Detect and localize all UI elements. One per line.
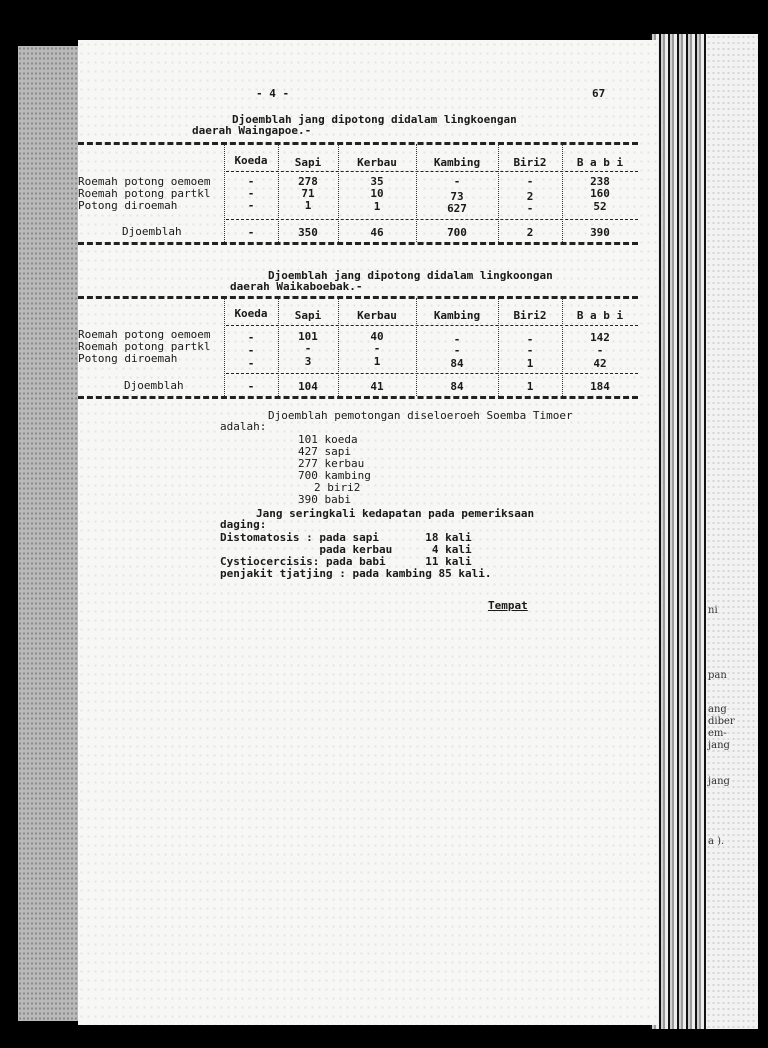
column-divider xyxy=(338,144,339,242)
table-cell: 40 xyxy=(370,330,384,343)
table-cell: - xyxy=(453,175,461,188)
table-cell: 42 xyxy=(593,357,607,370)
finding-line: pada kerbau 4 kali xyxy=(220,543,472,556)
margin-fragment: jang xyxy=(708,776,730,787)
table-cell: 10 xyxy=(370,187,384,200)
total-cell: 41 xyxy=(370,380,384,393)
table-cell: - xyxy=(373,342,381,355)
column-header: Kambing xyxy=(433,156,481,169)
column-divider xyxy=(278,298,279,396)
section1-subheading: daerah Waingapoe.- xyxy=(192,124,312,137)
column-divider xyxy=(338,298,339,396)
margin-fragment: em- xyxy=(708,728,727,739)
table-cell: - xyxy=(526,344,534,357)
column-header: Kerbau xyxy=(357,156,397,169)
column-divider xyxy=(416,144,417,242)
total-cell: 1 xyxy=(526,380,534,393)
summary-item: 101 koeda xyxy=(298,433,358,446)
margin-fragment: pan xyxy=(708,670,727,681)
table-rule xyxy=(78,142,638,145)
row-label: Potong diroemah xyxy=(78,199,178,212)
total-cell: 46 xyxy=(370,226,384,239)
table-rule xyxy=(226,373,638,374)
column-divider xyxy=(498,144,499,242)
underlying-page-strip xyxy=(706,34,758,1029)
table-cell: 35 xyxy=(370,175,384,188)
row-label: Roemah potong partkl xyxy=(78,340,211,353)
total-cell: 84 xyxy=(450,380,464,393)
table-cell: 278 xyxy=(298,175,318,188)
column-header: Kerbau xyxy=(357,309,397,322)
table-cell: - xyxy=(526,333,534,346)
row-label: Roemah potong oemoem xyxy=(78,328,211,341)
table-cell: - xyxy=(596,344,604,357)
table-cell: 238 xyxy=(590,175,610,188)
table-cell: 3 xyxy=(304,355,312,368)
page-marker: - 4 - xyxy=(256,87,290,100)
summary-intro: Djoemblah pemotongan diseloeroeh Soemba Timoer xyxy=(268,409,573,422)
table-cell: 627 xyxy=(447,202,467,215)
total-label: Djoemblah xyxy=(124,379,184,392)
column-header: Koeda xyxy=(234,154,268,167)
table-cell: - xyxy=(453,344,461,357)
column-header: Sapi xyxy=(294,156,322,169)
summary-item: 2 biri2 xyxy=(314,481,361,494)
column-divider xyxy=(562,298,563,396)
total-cell: 2 xyxy=(526,226,534,239)
column-divider xyxy=(224,144,225,242)
total-label: Djoemblah xyxy=(122,225,182,238)
scanner-left-margin xyxy=(18,46,80,1021)
column-divider xyxy=(224,298,225,396)
table-rule xyxy=(78,242,638,245)
catchword: Tempat xyxy=(488,599,528,612)
findings-intro-cont: daging: xyxy=(220,518,267,531)
column-header: B a b i xyxy=(576,309,624,322)
column-divider xyxy=(416,298,417,396)
table-cell: - xyxy=(247,331,255,344)
column-header: Biri2 xyxy=(513,156,547,169)
row-label: Roemah potong oemoem xyxy=(78,175,211,188)
table-cell: 1 xyxy=(373,355,381,368)
row-label: Potong diroemah xyxy=(78,352,178,365)
margin-fragment: a ). xyxy=(708,836,725,847)
findings-intro: Jang seringkali kedapatan pada pemeriksaan xyxy=(256,507,535,520)
summary-item: 390 babi xyxy=(298,493,351,506)
summary-item: 700 kambing xyxy=(298,469,371,482)
table-cell: 2 xyxy=(526,190,534,203)
table-cell: 1 xyxy=(526,357,534,370)
margin-fragment: jang xyxy=(708,740,730,751)
table-cell: - xyxy=(247,199,255,212)
table-cell: 84 xyxy=(450,357,464,370)
document-page xyxy=(78,40,658,1025)
column-header: Sapi xyxy=(294,309,322,322)
column-divider xyxy=(278,144,279,242)
table-cell: 1 xyxy=(304,199,312,212)
finding-line: Cystiocercisis: pada babi 11 kali xyxy=(220,555,472,568)
summary-intro-cont: adalah: xyxy=(220,420,267,433)
table-rule xyxy=(226,219,638,220)
table-rule xyxy=(78,296,638,299)
table-cell: 160 xyxy=(590,187,610,200)
table-cell: 52 xyxy=(593,200,607,213)
summary-item: 277 kerbau xyxy=(298,457,365,470)
table-rule xyxy=(226,325,638,326)
table-cell: - xyxy=(526,202,534,215)
column-divider xyxy=(562,144,563,242)
table-cell: - xyxy=(247,187,255,200)
total-cell: 184 xyxy=(590,380,610,393)
folio-number: 67 xyxy=(592,87,606,100)
total-cell: 700 xyxy=(447,226,467,239)
table-cell: - xyxy=(247,357,255,370)
table-cell: - xyxy=(453,333,461,346)
table-cell: - xyxy=(304,342,312,355)
table-cell: 1 xyxy=(373,200,381,213)
table-cell: - xyxy=(247,175,255,188)
column-divider xyxy=(498,298,499,396)
column-header: Kambing xyxy=(433,309,481,322)
section2-subheading: daerah Waikaboebak.- xyxy=(230,280,363,293)
column-header: Biri2 xyxy=(513,309,547,322)
column-header: Koeda xyxy=(234,307,268,320)
table-cell: 142 xyxy=(590,331,610,344)
row-label: Roemah potong partkl xyxy=(78,187,211,200)
table-cell: - xyxy=(247,344,255,357)
table-rule xyxy=(78,396,638,399)
section2-heading: Djoemblah jang dipotong didalam lingkoongan xyxy=(268,269,553,282)
section1-heading: Djoemblah jang dipotong didalam lingkoengan xyxy=(232,113,517,126)
total-cell: 350 xyxy=(298,226,318,239)
margin-fragment: ang xyxy=(708,704,727,715)
table-cell: 71 xyxy=(301,187,315,200)
table-cell: 101 xyxy=(298,330,318,343)
margin-fragment: ni xyxy=(708,605,718,616)
total-cell: 390 xyxy=(590,226,610,239)
table-cell: 73 xyxy=(450,190,464,203)
table-cell: - xyxy=(526,175,534,188)
total-cell: 104 xyxy=(298,380,318,393)
total-cell: - xyxy=(247,380,255,393)
finding-line: penjakit tjatjing : pada kambing 85 kali. xyxy=(220,567,492,580)
margin-fragment: diber xyxy=(708,716,735,727)
summary-item: 427 sapi xyxy=(298,445,351,458)
column-header: B a b i xyxy=(576,156,624,169)
total-cell: - xyxy=(247,226,255,239)
table-rule xyxy=(226,171,638,172)
finding-line: Distomatosis : pada sapi 18 kali xyxy=(220,531,472,544)
